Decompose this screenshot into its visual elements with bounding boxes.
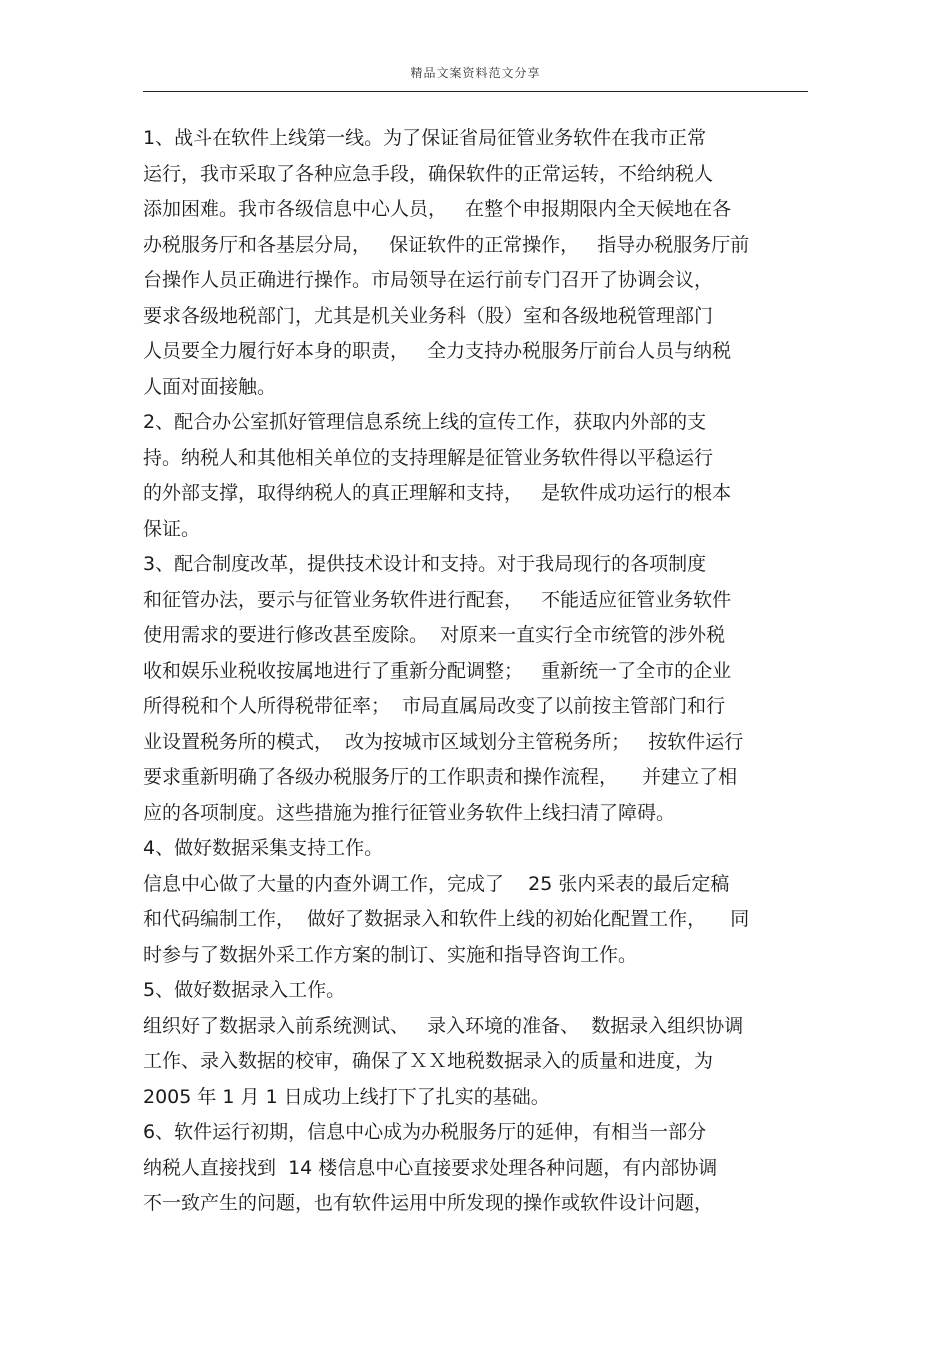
text-line: 要求各级地税部门，尤其是机关业务科（股）室和各级地税管理部门	[143, 304, 714, 327]
text-line: 4、做好数据采集支持工作。	[143, 837, 384, 859]
text-line: 应的各项制度。这些措施为推行征管业务软件上线扫清了障碍。	[143, 801, 676, 824]
text-line: 组织好了数据录入前系统测试、 录入环境的准备、 数据录入组织协调	[143, 1014, 744, 1037]
document-body	[143, 121, 843, 1222]
text-line: 要求重新明确了各级办税服务厅的工作职责和操作流程， 并建立了相	[143, 766, 738, 788]
text-line: 和代码编制工作， 做好了数据录入和软件上线的初始化配置工作， 同	[143, 908, 750, 930]
text-line: 2、配合办公室抓好管理信息系统上线的宣传工作，获取内外部的支	[143, 411, 707, 433]
text-line: 和征管办法，要示与征管业务软件进行配套， 不能适应征管业务软件	[143, 588, 732, 611]
text-line: 收和娱乐业税收按属地进行了重新分配调整； 重新统一了全市的企业	[143, 659, 732, 682]
text-line: 1、战斗在软件上线第一线。为了保证省局征管业务软件在我市正常	[143, 127, 707, 149]
text-line: 2005 年 1 月 1 日成功上线打下了扎实的基础。	[143, 1085, 550, 1108]
text-line: 人面对面接触。	[143, 375, 277, 398]
text-line: 信息中心做了大量的内查外调工作，完成了 25 张内采表的最后定稿	[143, 872, 730, 895]
text-line: 不一致产生的问题，也有软件运用中所发现的操作或软件设计问题，	[143, 1192, 714, 1214]
text-line: 5、做好数据录入工作。	[143, 979, 346, 1001]
text-line: 添加困难。我市各级信息中心人员， 在整个申报期限内全天候地在各	[143, 198, 732, 220]
text-line: 持。纳税人和其他相关单位的支持理解是征管业务软件得以平稳运行	[143, 446, 714, 469]
text-line: 所得税和个人所得税带征率； 市局直属局改变了以前按主管部门和行	[143, 695, 726, 717]
text-line: 使用需求的要进行修改甚至废除。 对原来一直实行全市统管的涉外税	[143, 624, 726, 646]
text-line: 的外部支撑，取得纳税人的真正理解和支持， 是软件成功运行的根本	[143, 482, 732, 504]
text-line: 3、配合制度改革，提供技术设计和支持。对于我局现行的各项制度	[143, 553, 707, 575]
text-line: 时参与了数据外采工作方案的制订、实施和指导咨询工作。	[143, 943, 638, 966]
text-line: 人员要全力履行好本身的职责， 全力支持办税服务厅前台人员与纳税	[143, 340, 732, 362]
text-line: 运行，我市采取了各种应急手段，确保软件的正常运转，不给纳税人	[143, 162, 714, 185]
text-line: 纳税人直接找到 14 楼信息中心直接要求处理各种问题，有内部协调	[143, 1156, 718, 1179]
text-line: 6、软件运行初期，信息中心成为办税服务厅的延伸，有相当一部分	[143, 1121, 707, 1143]
text-line: 业设置税务所的模式， 改为按城市区域划分主管税务所； 按软件运行	[143, 730, 744, 753]
page-header: 精品文案资料范文分享	[410, 66, 541, 80]
text-line: 保证。	[143, 517, 201, 540]
header-divider	[143, 91, 808, 92]
text-line: 工作、录入数据的校审，确保了ＸＸ地税数据录入的质量和进度，为	[143, 1050, 714, 1072]
text-line: 办税服务厅和各基层分局， 保证软件的正常操作， 指导办税服务厅前	[143, 233, 750, 256]
text-line: 台操作人员正确进行操作。市局领导在运行前专门召开了协调会议，	[143, 269, 714, 291]
